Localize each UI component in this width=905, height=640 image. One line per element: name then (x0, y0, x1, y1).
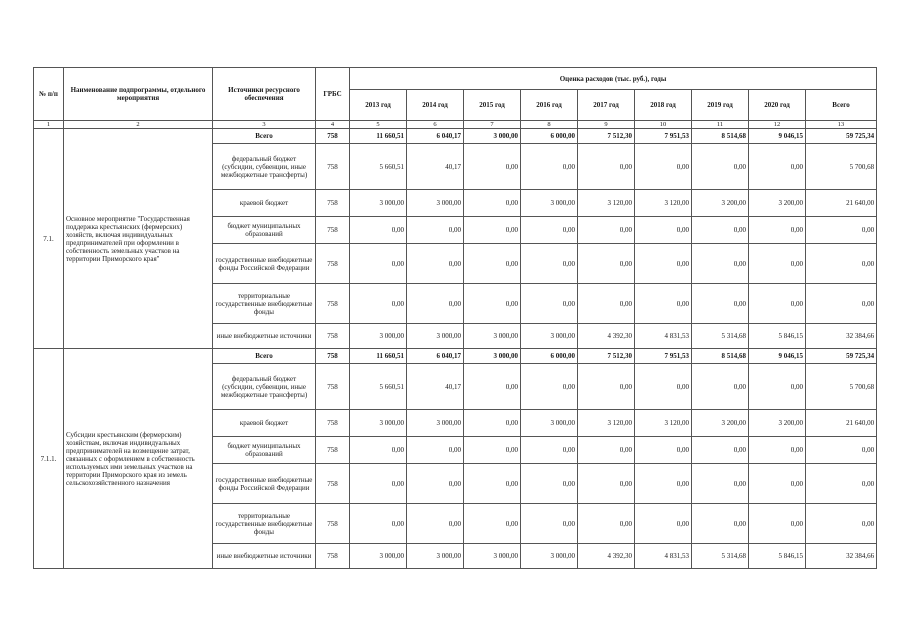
amount-cell: 0,00 (407, 217, 464, 244)
amount-cell: 4 392,30 (578, 324, 635, 349)
amount-cell: 3 120,00 (635, 190, 692, 217)
column-number: 12 (749, 121, 806, 129)
amount-cell: 0,00 (407, 284, 464, 324)
amount-cell: 0,00 (350, 504, 407, 544)
amount-cell: 0,00 (692, 144, 749, 190)
section-number: 7.1. (34, 129, 64, 349)
amount-cell: 5 314,68 (692, 324, 749, 349)
funding-source: территориальные государственные внебюджетные фонды (213, 504, 316, 544)
funding-source: иные внебюджетные источники (213, 324, 316, 349)
amount-cell: 5 700,68 (806, 364, 877, 410)
amount-cell: 3 000,00 (350, 544, 407, 569)
amount-cell: 3 000,00 (407, 324, 464, 349)
amount-cell: 0,00 (578, 244, 635, 284)
amount-cell: 0,00 (749, 244, 806, 284)
amount-cell: 4 392,30 (578, 544, 635, 569)
header-year: 2020 год (749, 90, 806, 121)
amount-cell: 0,00 (578, 437, 635, 464)
header-source: Источники ресурсного обеспечения (213, 68, 316, 121)
amount-cell: 6 040,17 (407, 349, 464, 364)
column-numbers-row (34, 121, 877, 129)
amount-cell: 3 000,00 (464, 129, 521, 144)
header-estimate: Оценка расходов (тыс. руб.), годы (350, 68, 877, 90)
amount-cell: 6 000,00 (521, 349, 578, 364)
header-year: 2013 год (350, 90, 407, 121)
amount-cell: 0,00 (578, 464, 635, 504)
header-year: 2017 год (578, 90, 635, 121)
column-number: 10 (635, 121, 692, 129)
amount-cell: 0,00 (521, 464, 578, 504)
amount-cell: 21 640,00 (806, 410, 877, 437)
amount-cell: 40,17 (407, 364, 464, 410)
amount-cell: 0,00 (464, 244, 521, 284)
amount-cell: 0,00 (806, 437, 877, 464)
amount-cell: 0,00 (692, 504, 749, 544)
amount-cell: 0,00 (692, 244, 749, 284)
amount-cell: 59 725,34 (806, 349, 877, 364)
amount-cell: 0,00 (692, 464, 749, 504)
amount-cell: 0,00 (635, 217, 692, 244)
amount-cell: 0,00 (692, 437, 749, 464)
column-number: 4 (316, 121, 350, 129)
amount-cell: 3 000,00 (407, 410, 464, 437)
funding-source: федеральный бюджет (субсидии, субвенции, иные межбюджетные трансферты) (213, 144, 316, 190)
funding-source: Всего (213, 349, 316, 364)
amount-cell: 0,00 (407, 464, 464, 504)
amount-cell: 5 846,15 (749, 544, 806, 569)
section-name: Основное мероприятие "Государственная поддержка крестьянских (фермерских) хозяйств, включая индивидуальных предпринимателей при оформлении в собственность земельных участков на территории Приморского края" (64, 129, 213, 349)
grbs-code: 758 (316, 544, 350, 569)
amount-cell: 3 000,00 (407, 190, 464, 217)
amount-cell: 11 660,51 (350, 349, 407, 364)
amount-cell: 0,00 (635, 437, 692, 464)
amount-cell: 0,00 (692, 364, 749, 410)
amount-cell: 0,00 (635, 464, 692, 504)
amount-cell: 0,00 (635, 244, 692, 284)
amount-cell: 9 046,15 (749, 349, 806, 364)
amount-cell: 0,00 (350, 217, 407, 244)
amount-cell: 0,00 (578, 284, 635, 324)
funding-source: территориальные государственные внебюджетные фонды (213, 284, 316, 324)
column-number: 5 (350, 121, 407, 129)
amount-cell: 0,00 (464, 464, 521, 504)
amount-cell: 0,00 (350, 437, 407, 464)
header-year: 2019 год (692, 90, 749, 121)
amount-cell: 8 514,68 (692, 129, 749, 144)
amount-cell: 0,00 (521, 437, 578, 464)
amount-cell: 5 314,68 (692, 544, 749, 569)
amount-cell: 0,00 (464, 437, 521, 464)
amount-cell: 32 384,66 (806, 544, 877, 569)
amount-cell: 0,00 (521, 144, 578, 190)
grbs-code: 758 (316, 244, 350, 284)
amount-cell: 0,00 (521, 217, 578, 244)
amount-cell: 32 384,66 (806, 324, 877, 349)
amount-cell: 0,00 (407, 504, 464, 544)
amount-cell: 0,00 (635, 144, 692, 190)
section-number: 7.1.1. (34, 349, 64, 569)
amount-cell: 3 200,00 (749, 410, 806, 437)
grbs-code: 758 (316, 217, 350, 244)
amount-cell: 21 640,00 (806, 190, 877, 217)
amount-cell: 11 660,51 (350, 129, 407, 144)
section-name: Субсидии крестьянским (фермерским) хозяйствам, включая индивидуальных предпринимателей на возмещение затрат, связанных с оформлением в собственность используемых ими земельных участков на территории Приморского края из земель сельскохозяйственного назначения (64, 349, 213, 569)
amount-cell: 3 000,00 (521, 410, 578, 437)
grbs-code: 758 (316, 324, 350, 349)
column-number: 13 (806, 121, 877, 129)
amount-cell: 3 000,00 (464, 324, 521, 349)
amount-cell: 0,00 (521, 364, 578, 410)
amount-cell: 3 000,00 (350, 324, 407, 349)
amount-cell: 0,00 (350, 284, 407, 324)
amount-cell: 0,00 (749, 144, 806, 190)
amount-cell: 3 200,00 (692, 190, 749, 217)
amount-cell: 3 000,00 (464, 544, 521, 569)
amount-cell: 0,00 (749, 464, 806, 504)
amount-cell: 0,00 (578, 364, 635, 410)
funding-source: государственные внебюджетные фонды Российской Федерации (213, 244, 316, 284)
funding-source: Всего (213, 129, 316, 144)
amount-cell: 3 000,00 (350, 190, 407, 217)
funding-source: краевой бюджет (213, 410, 316, 437)
amount-cell: 0,00 (578, 504, 635, 544)
amount-cell: 3 120,00 (578, 190, 635, 217)
amount-cell: 0,00 (464, 190, 521, 217)
column-number: 2 (64, 121, 213, 129)
amount-cell: 3 000,00 (521, 544, 578, 569)
amount-cell: 0,00 (749, 504, 806, 544)
column-number: 8 (521, 121, 578, 129)
amount-cell: 7 512,30 (578, 129, 635, 144)
amount-cell: 9 046,15 (749, 129, 806, 144)
amount-cell: 5 700,68 (806, 144, 877, 190)
column-number: 9 (578, 121, 635, 129)
amount-cell: 7 951,53 (635, 349, 692, 364)
amount-cell: 6 000,00 (521, 129, 578, 144)
amount-cell: 0,00 (464, 217, 521, 244)
amount-cell: 0,00 (749, 437, 806, 464)
grbs-code: 758 (316, 437, 350, 464)
amount-cell: 0,00 (635, 364, 692, 410)
header-year: 2018 год (635, 90, 692, 121)
header-no: № п/п (34, 68, 64, 121)
amount-cell: 0,00 (578, 217, 635, 244)
amount-cell: 3 000,00 (407, 544, 464, 569)
amount-cell: 59 725,34 (806, 129, 877, 144)
table-body (34, 129, 877, 569)
amount-cell: 3 000,00 (464, 349, 521, 364)
amount-cell: 7 512,30 (578, 349, 635, 364)
funding-source: государственные внебюджетные фонды Российской Федерации (213, 464, 316, 504)
budget-table (33, 67, 877, 569)
amount-cell: 3 000,00 (350, 410, 407, 437)
amount-cell: 3 120,00 (635, 410, 692, 437)
amount-cell: 0,00 (350, 464, 407, 504)
amount-cell: 0,00 (578, 144, 635, 190)
column-number: 3 (213, 121, 316, 129)
header-grbs: ГРБС (316, 68, 350, 121)
grbs-code: 758 (316, 284, 350, 324)
amount-cell: 0,00 (692, 284, 749, 324)
amount-cell: 5 846,15 (749, 324, 806, 349)
amount-cell: 7 951,53 (635, 129, 692, 144)
amount-cell: 3 200,00 (749, 190, 806, 217)
column-number: 1 (34, 121, 64, 129)
column-number: 7 (464, 121, 521, 129)
funding-source: бюджет муниципальных образований (213, 217, 316, 244)
amount-cell: 40,17 (407, 144, 464, 190)
amount-cell: 0,00 (749, 364, 806, 410)
amount-cell: 0,00 (464, 144, 521, 190)
amount-cell: 0,00 (464, 284, 521, 324)
amount-cell: 5 660,51 (350, 364, 407, 410)
amount-cell: 0,00 (806, 464, 877, 504)
amount-cell: 0,00 (806, 284, 877, 324)
amount-cell: 0,00 (806, 217, 877, 244)
amount-cell: 0,00 (407, 244, 464, 284)
funding-source: краевой бюджет (213, 190, 316, 217)
amount-cell: 0,00 (521, 504, 578, 544)
table-row (34, 349, 877, 364)
amount-cell: 0,00 (635, 284, 692, 324)
funding-source: федеральный бюджет (субсидии, субвенции, иные межбюджетные трансферты) (213, 364, 316, 410)
grbs-code: 758 (316, 364, 350, 410)
amount-cell: 3 200,00 (692, 410, 749, 437)
funding-source: иные внебюджетные источники (213, 544, 316, 569)
funding-source: бюджет муниципальных образований (213, 437, 316, 464)
header-year: 2016 год (521, 90, 578, 121)
header-name: Наименование подпрограммы, отдельного мероприятия (64, 68, 213, 121)
grbs-code: 758 (316, 190, 350, 217)
amount-cell: 3 000,00 (521, 190, 578, 217)
header-year: Всего (806, 90, 877, 121)
amount-cell: 0,00 (521, 284, 578, 324)
amount-cell: 5 660,51 (350, 144, 407, 190)
amount-cell: 4 831,53 (635, 544, 692, 569)
amount-cell: 0,00 (464, 364, 521, 410)
amount-cell: 0,00 (635, 504, 692, 544)
header-year: 2014 год (407, 90, 464, 121)
amount-cell: 0,00 (350, 244, 407, 284)
grbs-code: 758 (316, 129, 350, 144)
amount-cell: 3 120,00 (578, 410, 635, 437)
amount-cell: 0,00 (464, 410, 521, 437)
amount-cell: 6 040,17 (407, 129, 464, 144)
table-row (34, 129, 877, 144)
amount-cell: 0,00 (692, 217, 749, 244)
amount-cell: 0,00 (521, 244, 578, 284)
amount-cell: 0,00 (407, 437, 464, 464)
grbs-code: 758 (316, 349, 350, 364)
amount-cell: 0,00 (806, 504, 877, 544)
amount-cell: 8 514,68 (692, 349, 749, 364)
amount-cell: 3 000,00 (521, 324, 578, 349)
grbs-code: 758 (316, 464, 350, 504)
amount-cell: 0,00 (749, 284, 806, 324)
amount-cell: 0,00 (806, 244, 877, 284)
amount-cell: 0,00 (464, 504, 521, 544)
header-year: 2015 год (464, 90, 521, 121)
grbs-code: 758 (316, 504, 350, 544)
amount-cell: 0,00 (749, 217, 806, 244)
grbs-code: 758 (316, 410, 350, 437)
amount-cell: 4 831,53 (635, 324, 692, 349)
grbs-code: 758 (316, 144, 350, 190)
column-number: 6 (407, 121, 464, 129)
column-number: 11 (692, 121, 749, 129)
